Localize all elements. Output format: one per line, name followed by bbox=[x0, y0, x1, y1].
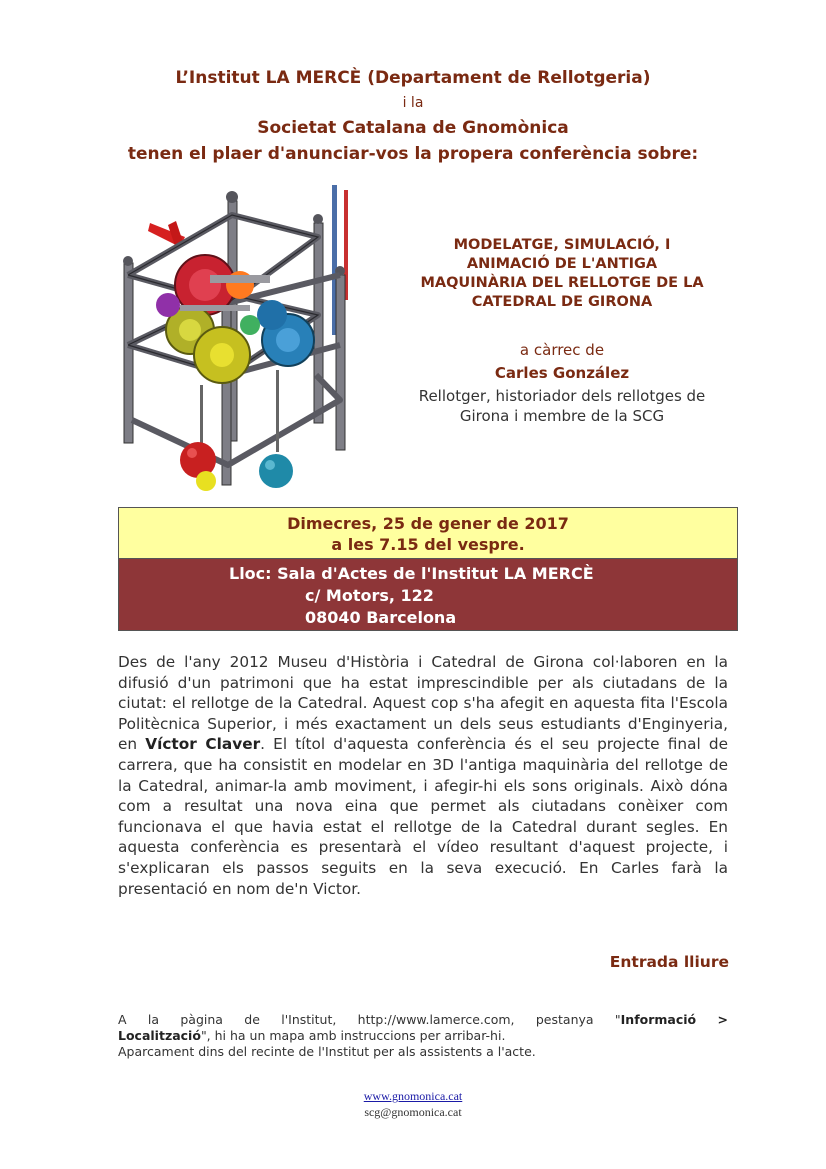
event-venue: Lloc: Sala d'Actes de l'Institut LA MERCÈ bbox=[229, 564, 594, 583]
organizer-heading: L’Institut LA MERCÈ (Departament de Rellotgeria) bbox=[175, 68, 651, 88]
note-line bbox=[118, 1012, 728, 1028]
clock-mechanism-illustration bbox=[110, 185, 370, 495]
talk-title-line: MODELATGE, SIMULACIÓ, I bbox=[453, 237, 671, 253]
directions-note bbox=[118, 1012, 728, 1060]
note-word: > bbox=[717, 1012, 728, 1027]
tab-name-informacio: Informació bbox=[620, 1012, 697, 1027]
description-text: . El títol d'aquesta conferència és el seu projecte final de carrera, que ha consistit en modelar en 3D l'antiga maquinària del rellotge de la Catedral, animar-la amb moviment, i afegir-hi els sons originals. Això dóna com a resultat una nova eina que permet als ciutadans conèixer com funcionava el que havia estat el rellotge de la Catedral durant segles. En aquesta conferència es presentarà el vídeo resultant d'aquest projecte, i s'explicaran els passos seguits en la seva execució. En Carles farà la presentació en nom de'n Victor. bbox=[118, 735, 728, 898]
co-organizer-heading: Societat Catalana de Gnomònica bbox=[257, 118, 569, 138]
speaker-description bbox=[392, 386, 732, 426]
talk-title bbox=[392, 236, 732, 312]
institute-url[interactable]: http://www.lamerce.com, bbox=[357, 1012, 515, 1027]
conjunction-text: i la bbox=[402, 95, 424, 111]
description-paragraph bbox=[118, 652, 728, 899]
speaker-description-line: Girona i membre de la SCG bbox=[459, 407, 665, 425]
note-word: de bbox=[244, 1012, 260, 1027]
student-name: Víctor Claver bbox=[145, 735, 261, 754]
note-word bbox=[615, 1012, 696, 1028]
tab-name-localitzacio: Localització bbox=[118, 1028, 201, 1043]
note-line bbox=[118, 1028, 728, 1044]
event-street: c/ Motors, 122 bbox=[305, 586, 434, 605]
note-word: l'Institut, bbox=[281, 1012, 337, 1027]
parking-note: Aparcament dins del recinte de l'Institut per als assistents a l'acte. bbox=[118, 1044, 536, 1059]
by-label: a càrrec de bbox=[519, 341, 605, 359]
speaker-description-line: Rellotger, historiador dels rellotges de bbox=[418, 387, 706, 405]
website-link[interactable]: www.gnomonica.cat bbox=[363, 1089, 463, 1103]
description-text: Des de l'any 2012 Museu d'Història i Catedral de Girona col·laboren en la difusió d'un patrimoni que ha estat imprescindible per als ciutadans de la ciutat: el rellotge de la Catedral. Aquest cop s'ha afegit en aquesta fita l'Escola Politècnica Superior, i més exactament un dels seus estudiants d'Enginyeria, en bbox=[118, 653, 728, 754]
place-box bbox=[118, 559, 738, 631]
quote-mark: " bbox=[614, 1012, 621, 1027]
speaker-name: Carles González bbox=[494, 364, 630, 382]
note-word: pestanya bbox=[535, 1012, 594, 1027]
talk-title-line: ANIMACIÓ DE L'ANTIGA bbox=[466, 256, 658, 272]
note-text: ", hi ha un mapa amb instruccions per arribar-hi. bbox=[200, 1028, 506, 1043]
event-date: Dimecres, 25 de gener de 2017 bbox=[287, 514, 569, 533]
talk-title-line: CATEDRAL DE GIRONA bbox=[471, 294, 653, 310]
event-postcode: 08040 Barcelona bbox=[305, 608, 457, 627]
note-word: A bbox=[118, 1012, 127, 1027]
date-box bbox=[118, 507, 738, 559]
email-address[interactable]: scg@gnomonica.cat bbox=[364, 1105, 462, 1119]
announcement-heading: tenen el plaer d'anunciar-vos la propera conferència sobre: bbox=[127, 144, 699, 164]
note-word: la bbox=[147, 1012, 160, 1027]
free-entry-label: Entrada lliure bbox=[609, 953, 729, 971]
talk-title-line: MAQUINÀRIA DEL RELLOTGE DE LA bbox=[420, 275, 704, 291]
note-word: pàgina bbox=[180, 1012, 223, 1027]
event-time: a les 7.15 del vespre. bbox=[331, 535, 525, 554]
